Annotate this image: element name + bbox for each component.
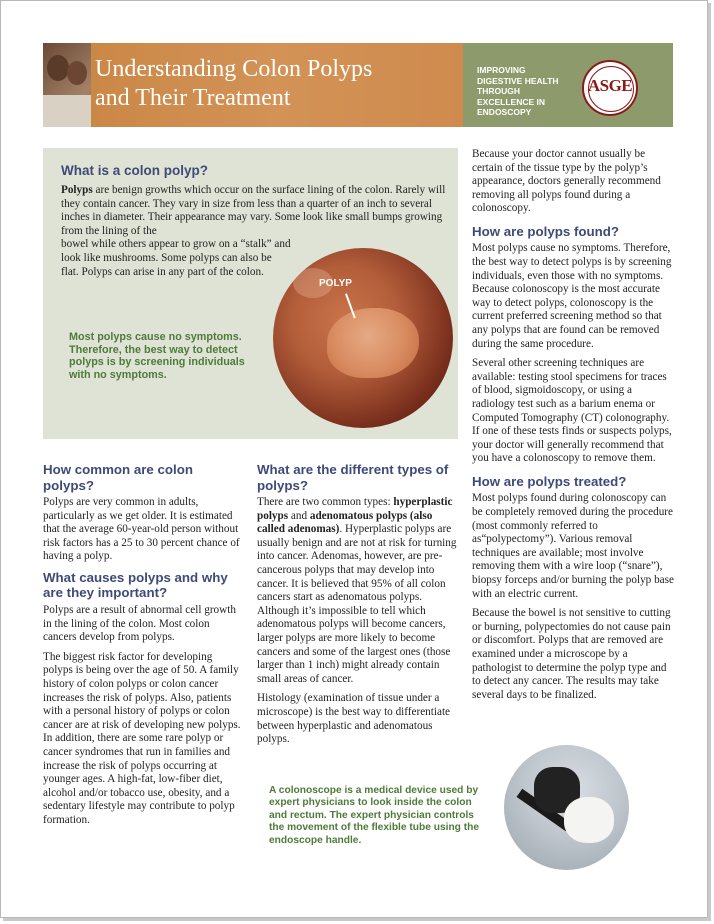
paragraph: Histology (examination of tissue under a microscope) is the best way to differentiate between hyperplastic and adenomatous polyps. bbox=[257, 692, 451, 746]
heading-how-found: How are polyps found? bbox=[472, 223, 620, 239]
text: . Hyperplastic polyps are usually benign and are not at risk for turning into cancer. Adenomas, however, are pre-cancerous polyps that may develop into cancer. It is believed that 95% of all colon cancers start as adenomatous polyps. Although it’s impossible to tell which adenomatous polyps will become cancers, larger polyps are more likely to become cancers and some of the largest ones (those larger than 1 inch) might already contain small areas of cancer. bbox=[257, 523, 457, 685]
title-band bbox=[43, 43, 463, 127]
term-adenomatous: adenomatous polyps (also called adenomas) bbox=[257, 509, 433, 536]
paragraph: Polyps are a result of abnormal cell growth in the lining of the colon. Most colon cancers develop from polyps. bbox=[43, 603, 236, 644]
paragraph: Because your doctor cannot usually be certain of the tissue type by the polyp’s appearance, doctors generally recommend removing all polyps found during a colonoscopy. bbox=[472, 148, 661, 215]
couple-photo bbox=[43, 43, 91, 127]
heading-how-common: How common are colon polyps? bbox=[43, 462, 193, 493]
tagline: IMPROVING DIGESTIVE HEALTH THROUGH EXCELLENCE IN ENDOSCOPY bbox=[477, 65, 559, 117]
term-hyperplastic: hyperplastic polyps bbox=[257, 496, 453, 522]
paragraph: Most polyps found during colonoscopy can be completely removed during the procedure (most commonly referred to as“polypectomy”). Various removal techniques are available; most involve removing them with a wire loop (“snare”), biopsy forceps and/or burning the polyp base with an electric current. bbox=[472, 492, 674, 600]
text: and bbox=[288, 509, 310, 522]
colonoscope-photo bbox=[504, 745, 629, 870]
person-face bbox=[47, 55, 69, 81]
column-1 bbox=[43, 462, 243, 833]
paragraph: Polyps are very common in adults, particularly as we get older. It is estimated that the average 60-year-old person without risk factors has a 25 to 30 percent chance of having a polyp. bbox=[43, 496, 240, 563]
heading-polyp-types: What are the different types of polyps? bbox=[257, 462, 449, 493]
polyp-lesion bbox=[327, 308, 419, 378]
title-line-2: and Their Treatment bbox=[95, 85, 291, 111]
column-3 bbox=[472, 148, 675, 708]
text: There are two common types: bbox=[257, 496, 394, 508]
intro-heading: What is a colon polyp? bbox=[61, 163, 209, 178]
polyp-photo bbox=[273, 248, 453, 428]
polyp-label: POLYP bbox=[319, 278, 352, 289]
paragraph: Most polyps cause no symptoms. Therefore, the best way to detect polyps is by screening individuals, even those with no symptoms. Because colonoscopy is the most accurate way to detect polyps, colonoscopy is the current preferred screening method so that any polyps that are found can be removed during the same procedure. bbox=[472, 242, 672, 350]
paragraph: Several other screening techniques are available: testing stool specimens for traces of blood, sigmoidoscopy, or using a radiology test such as a barium enema or Computed Tomography (CT) colonography. If one of these tests finds or suspects polyps, your doctor will generally recommend that you have a colonoscopy to remove them. bbox=[472, 357, 672, 465]
heading-what-causes: What causes polyps and why are they important? bbox=[43, 569, 228, 601]
gloved-hand bbox=[564, 797, 614, 843]
heading-how-treated: How are polyps treated? bbox=[472, 473, 627, 489]
colonoscope-caption: A colonoscope is a medical device used by expert physicians to look inside the colon and rectum. The expert physician controls the movement of the flexible tube using the endoscope handle. bbox=[269, 785, 479, 846]
intro-lead: Polyps bbox=[61, 184, 93, 196]
paragraph: The biggest risk factor for developing polyps is being over the age of 50. A family history of colon polyps or colon cancer increases the risk of polyps. Also, patients with a personal history of polyps or colon cancer are at risk of developing new polyps. In addition, there are some rare polyp or cancer syndromes that run in families and increase the risk of polyps occurring at younger ages. A high-fat, low-fiber diet, alcohol and/or tobacco use, obesity, and a sedentary lifestyle may contribute to polyp formation. bbox=[43, 650, 241, 826]
intro-callout: Most polyps cause no symptoms. Therefore, the best way to detect polyps is by screening individuals with no symptoms. bbox=[69, 331, 245, 381]
logo-text: ASGE bbox=[587, 76, 633, 95]
title-line-1: Understanding Colon Polyps bbox=[95, 56, 373, 82]
asge-logo bbox=[582, 60, 638, 116]
paragraph: Because the bowel is not sensitive to cutting or burning, polypectomies do not cause pain or discomfort. Polyps that are removed are examined under a microscope by a pathologist to determine the polyp type and to detect any cancer. The results may take several days to be finalized. bbox=[472, 607, 671, 701]
intro-box bbox=[43, 148, 458, 439]
column-2 bbox=[257, 462, 457, 753]
intro-text-wide: are benign growths which occur on the surface lining of the colon. Rarely will they contain cancer. They vary in size from less than a quarter of an inch to several inches in diameter. Their appearance may vary. Some look like small bumps growing from the lining of the bbox=[61, 184, 446, 237]
brand-band bbox=[463, 43, 673, 127]
person-face bbox=[67, 61, 87, 85]
paragraph bbox=[257, 496, 457, 686]
header-banner bbox=[43, 43, 673, 127]
person-shirt bbox=[43, 95, 91, 127]
page-title bbox=[95, 55, 372, 113]
intro-text-narrow: bowel while others appear to grow on a “stalk” and look like mushrooms. Some polyps can also be flat. Polyps can arise in any part of the colon. bbox=[61, 238, 291, 278]
